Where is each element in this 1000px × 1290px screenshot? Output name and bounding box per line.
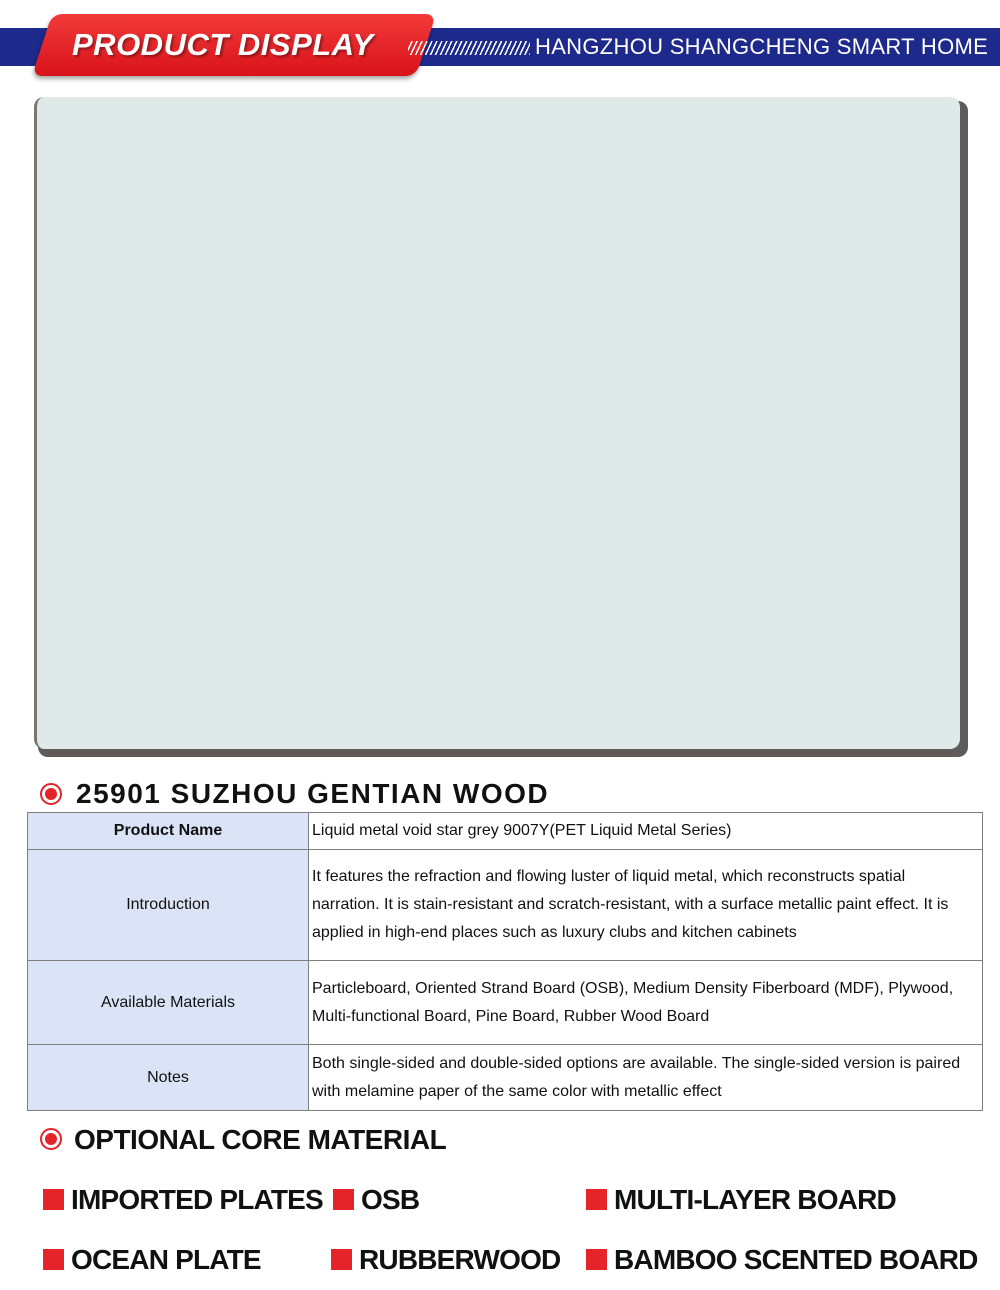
table-row <box>28 850 983 961</box>
core-item: RUBBERWOOD <box>359 1244 561 1275</box>
product-image <box>34 97 968 758</box>
row-value: Both single-sided and double-sided options are available. The single-sided version is paired with melamine paper of the same color with metallic effect <box>309 1045 983 1111</box>
core-material-heading: OPTIONAL CORE MATERIAL <box>74 1124 447 1155</box>
table-row <box>28 961 983 1045</box>
board-swatch <box>34 97 960 749</box>
table-row <box>28 813 983 850</box>
core-item: MULTI-LAYER BOARD <box>614 1184 896 1215</box>
row-label: Product Name <box>28 813 309 850</box>
page-title: PRODUCT DISPLAY <box>72 27 374 62</box>
row-label: Introduction <box>28 850 309 961</box>
square-bullet-icon <box>331 1249 352 1270</box>
row-label: Available Materials <box>28 961 309 1045</box>
square-bullet-icon <box>586 1189 607 1210</box>
row-value: Liquid metal void star grey 9007Y(PET Liquid Metal Series) <box>309 813 983 850</box>
bullet-icon <box>40 1128 62 1150</box>
spec-table <box>27 812 983 1111</box>
row-value: Particleboard, Oriented Strand Board (OSB), Medium Density Fiberboard (MDF), Plywood, Multi-functional Board, Pine Board, Rubber Wood Board <box>309 961 983 1045</box>
square-bullet-icon <box>43 1189 64 1210</box>
square-bullet-icon <box>333 1189 354 1210</box>
product-heading: 25901 SUZHOU GENTIAN WOOD <box>76 778 550 809</box>
square-bullet-icon <box>43 1249 64 1270</box>
core-item: IMPORTED PLATES <box>71 1184 323 1215</box>
square-bullet-icon <box>586 1249 607 1270</box>
company-name: HANGZHOU SHANGCHENG SMART HOME <box>535 34 989 59</box>
row-label: Notes <box>28 1045 309 1111</box>
bullet-icon <box>40 783 62 805</box>
row-value: It features the refraction and flowing luster of liquid metal, which reconstructs spatial narration. It is stain-resistant and scratch-resistant, with a surface metallic paint effect. It is applied in high-end places such as luxury clubs and kitchen cabinets <box>309 850 983 961</box>
core-item: OCEAN PLATE <box>71 1244 261 1275</box>
header-banner <box>0 14 1000 76</box>
slash-decoration <box>408 41 530 55</box>
core-item: OSB <box>361 1184 420 1215</box>
table-row <box>28 1045 983 1111</box>
core-item: BAMBOO SCENTED BOARD <box>614 1244 978 1275</box>
